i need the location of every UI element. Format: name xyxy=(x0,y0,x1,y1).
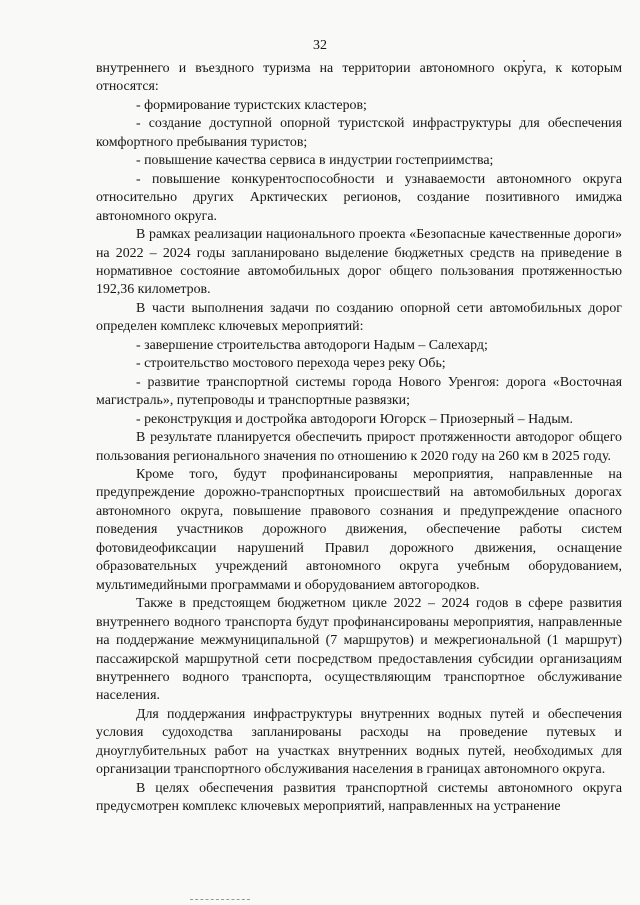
paragraph: В рамках реализации национального проекта «Безопасные качественные дороги» на 2022 – 2024 годы запланировано выделение бюджетных средств на приведение в нормативное состояние автомобильных дорог общего пользования протяженностью 192,36 километров. xyxy=(96,227,622,298)
list-item: - строительство мостового перехода через реку Обь; xyxy=(136,356,446,372)
document-body xyxy=(96,60,622,817)
paragraph: В части выполнения задачи по созданию опорной сети автомобильных дорог определен комплекс ключевых мероприятий: xyxy=(96,300,622,335)
list-item: - повышение качества сервиса в индустрии гостеприимства; xyxy=(136,153,494,169)
paragraph: Кроме того, будут профинансированы мероприятия, направленные на предупреждение дорожно-транспортных происшествий на автомобильных дорогах автономного округа, повышение правового сознания и предупреждение опасного поведения участников дорожного движения, обеспечение работы систем фотовидеофиксации нарушений Правил дорожного движения, оснащение образовательных учреждений автономного округа учебным оборудованием, мультимедийными программами и оборудованием автогородков. xyxy=(96,466,622,593)
list-item: - формирование туристских кластеров; xyxy=(136,97,367,113)
list-item: - реконструкция и достройка автодороги Югорск – Приозерный – Надым. xyxy=(136,411,573,427)
paragraph: В результате планируется обеспечить прирост протяженности автодорог общего пользования регионального значения по отношению к 2020 году на 260 км в 2025 году. xyxy=(96,430,622,464)
paragraph: Также в предстоящем бюджетном цикле 2022 – 2024 годов в сфере развития внутреннего водного транспорта будут профинансированы мероприятия, направленные на поддержание межмуниципальной (7 маршрутов) и межрегиональной (1 маршрут) пассажирской маршрутной сети посредством предоставления субсидии организациям внутреннего водного транспорта, осуществляющим транспортное обслуживание населения. xyxy=(96,596,622,704)
page-number: 32 xyxy=(313,38,327,53)
list-item: - создание доступной опорной туристской инфраструктуры для обеспечения комфортного пребывания туристов; xyxy=(96,116,622,150)
paragraph-continuation: внутреннего и въездного туризма на территории автономного округа, к которым относятся: xyxy=(96,61,622,95)
page-bottom-edge xyxy=(190,899,250,901)
list-item: - повышение конкурентоспособности и узнаваемости автономного округа относительно других Арктических регионов, создание позитивного имиджа автономного округа. xyxy=(96,171,622,224)
list-item: - завершение строительства автодороги Надым – Салехард; xyxy=(136,337,488,353)
list-item: - развитие транспортной системы города Нового Уренгоя: дорога «Восточная магистраль», путепроводы и транспортные развязки; xyxy=(96,374,622,409)
paragraph: В целях обеспечения развития транспортной системы автономного округа предусмотрен комплекс ключевых мероприятий, направленных на устранение xyxy=(96,780,622,815)
paragraph: Для поддержания инфраструктуры внутренних водных путей и обеспечения условия судоходства запланированы расходы на проведение путевых и дноуглубительных работ на участках внутренних водных путей, необходимых для организации транспортного обслуживания населения в границах автономного округа. xyxy=(96,706,622,778)
